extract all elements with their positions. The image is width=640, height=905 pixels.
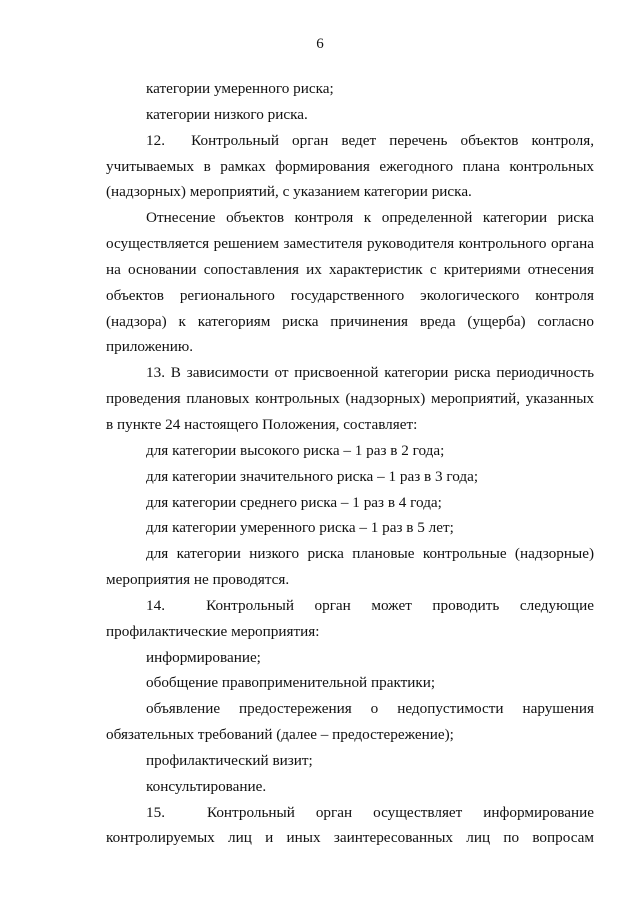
text-line: контролируемых лиц и иных заинтересованных лиц по вопросам (106, 829, 594, 847)
text-line: 12. Контрольный орган ведет перечень объектов контроля, (146, 131, 594, 149)
text-line: осуществляется решением заместителя руководителя контрольного органа (106, 235, 594, 253)
text-line: для категории низкого риска плановые контрольные (надзорные) (146, 545, 594, 563)
text-line: приложению. (106, 338, 194, 356)
text-line: для категории умеренного риска – 1 раз в 5 лет; (146, 519, 454, 537)
text-line: для категории среднего риска – 1 раз в 4 года; (146, 493, 442, 511)
text-line: информирование; (146, 648, 261, 666)
text-line: профилактические мероприятия: (106, 622, 320, 640)
document-body (106, 76, 594, 851)
text-line: категории умеренного риска; (146, 80, 334, 97)
text-line: (надзора) к категориям риска причинения вреда (ущерба) согласно (106, 312, 594, 330)
text-line: для категории значительного риска – 1 раз в 3 года; (146, 467, 479, 485)
text-line: объявление предостережения о недопустимости нарушения (146, 700, 594, 718)
text-line: категории низкого риска. (146, 105, 308, 123)
page-number: 6 (316, 36, 324, 52)
text-line: проведения плановых контрольных (надзорных) мероприятий, указанных (106, 390, 594, 408)
text-line: 15. Контрольный орган осуществляет информирование (146, 803, 594, 821)
text-line: учитываемых в рамках формирования ежегодного плана контрольных (106, 157, 594, 175)
text-line: на основании сопоставления их характеристик с критериями отнесения (106, 260, 594, 278)
text-line: для категории высокого риска – 1 раз в 2 года; (146, 441, 445, 459)
text-line: объектов регионального государственного экологического контроля (106, 286, 594, 304)
text-line: мероприятия не проводятся. (106, 571, 290, 589)
text-line: 13. В зависимости от присвоенной категории риска периодичность (146, 364, 594, 382)
text-line: в пункте 24 настоящего Положения, составляет: (106, 415, 418, 433)
text-line: консультирование. (146, 777, 267, 795)
text-line: Отнесение объектов контроля к определенной категории риска (146, 209, 594, 227)
text-line: профилактический визит; (146, 751, 313, 769)
text-line: обобщение правоприменительной практики; (146, 674, 436, 692)
text-line: обязательных требований (далее – предостережение); (106, 726, 454, 744)
text-line: (надзорных) мероприятий, с указанием категории риска. (106, 183, 472, 201)
text-line: 14. Контрольный орган может проводить следующие (146, 596, 594, 614)
